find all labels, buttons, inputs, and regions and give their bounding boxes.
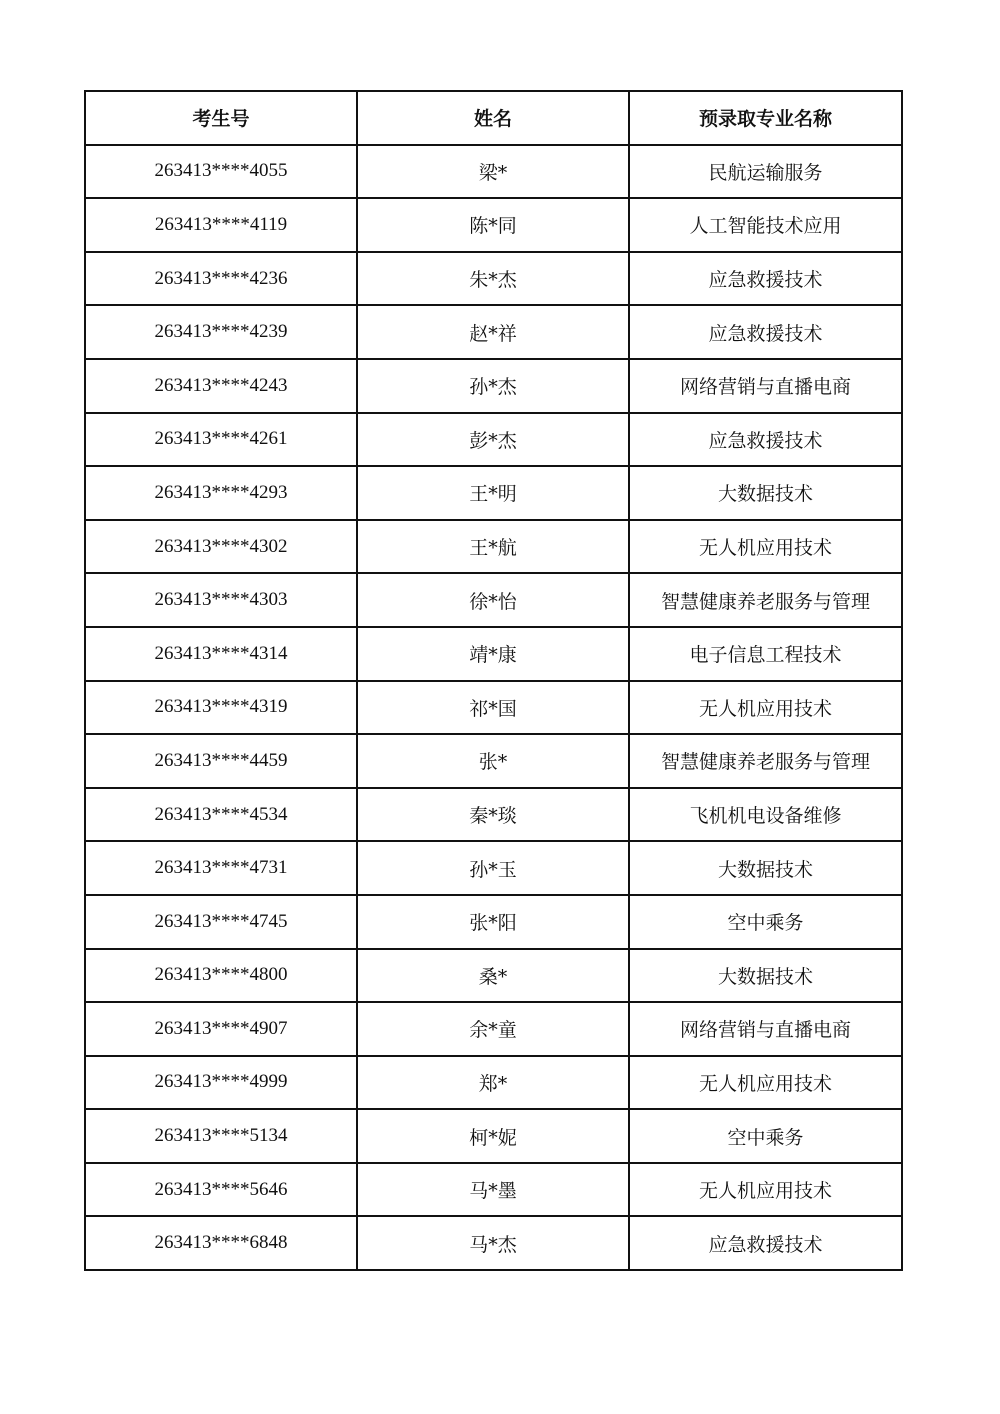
major-cell: 网络营销与直播电商 bbox=[629, 359, 902, 413]
candidate-number-cell: 263413****4239 bbox=[85, 305, 357, 359]
header-major: 预录取专业名称 bbox=[629, 91, 902, 145]
name-cell: 徐*怡 bbox=[357, 573, 629, 627]
name-cell: 张* bbox=[357, 734, 629, 788]
major-cell: 飞机机电设备维修 bbox=[629, 788, 902, 842]
candidate-number-cell: 263413****4236 bbox=[85, 252, 357, 306]
table-row bbox=[85, 895, 902, 949]
name-cell: 彭*杰 bbox=[357, 413, 629, 467]
admission-list-page bbox=[84, 90, 901, 1271]
name-cell: 孙*杰 bbox=[357, 359, 629, 413]
name-cell: 秦*琰 bbox=[357, 788, 629, 842]
major-cell: 无人机应用技术 bbox=[629, 520, 902, 574]
candidate-number-cell: 263413****4319 bbox=[85, 681, 357, 735]
major-cell: 应急救援技术 bbox=[629, 413, 902, 467]
name-cell: 郑* bbox=[357, 1056, 629, 1110]
table-row bbox=[85, 573, 902, 627]
name-cell: 祁*国 bbox=[357, 681, 629, 735]
name-cell: 靖*康 bbox=[357, 627, 629, 681]
candidate-number-cell: 263413****4119 bbox=[85, 198, 357, 252]
major-cell: 应急救援技术 bbox=[629, 1216, 902, 1270]
candidate-number-cell: 263413****4302 bbox=[85, 520, 357, 574]
name-cell: 马*杰 bbox=[357, 1216, 629, 1270]
candidate-number-cell: 263413****4731 bbox=[85, 841, 357, 895]
table-row bbox=[85, 466, 902, 520]
name-cell: 马*墨 bbox=[357, 1163, 629, 1217]
major-cell: 空中乘务 bbox=[629, 1109, 902, 1163]
major-cell: 无人机应用技术 bbox=[629, 1056, 902, 1110]
candidate-number-cell: 263413****4745 bbox=[85, 895, 357, 949]
admission-table bbox=[84, 90, 903, 1271]
major-cell: 智慧健康养老服务与管理 bbox=[629, 734, 902, 788]
table-row bbox=[85, 252, 902, 306]
name-cell: 桑* bbox=[357, 949, 629, 1003]
table-row bbox=[85, 681, 902, 735]
table-row bbox=[85, 520, 902, 574]
name-cell: 陈*同 bbox=[357, 198, 629, 252]
table-row bbox=[85, 1056, 902, 1110]
candidate-number-cell: 263413****5646 bbox=[85, 1163, 357, 1217]
table-row bbox=[85, 949, 902, 1003]
name-cell: 孙*玉 bbox=[357, 841, 629, 895]
major-cell: 民航运输服务 bbox=[629, 145, 902, 199]
major-cell: 大数据技术 bbox=[629, 466, 902, 520]
candidate-number-cell: 263413****4459 bbox=[85, 734, 357, 788]
major-cell: 大数据技术 bbox=[629, 841, 902, 895]
major-cell: 应急救援技术 bbox=[629, 305, 902, 359]
name-cell: 朱*杰 bbox=[357, 252, 629, 306]
candidate-number-cell: 263413****4314 bbox=[85, 627, 357, 681]
header-name: 姓名 bbox=[357, 91, 629, 145]
table-row bbox=[85, 841, 902, 895]
header-candidate-number: 考生号 bbox=[85, 91, 357, 145]
table-row bbox=[85, 734, 902, 788]
table-row bbox=[85, 198, 902, 252]
major-cell: 应急救援技术 bbox=[629, 252, 902, 306]
table-row bbox=[85, 1163, 902, 1217]
table-row bbox=[85, 1216, 902, 1270]
candidate-number-cell: 263413****4907 bbox=[85, 1002, 357, 1056]
major-cell: 网络营销与直播电商 bbox=[629, 1002, 902, 1056]
candidate-number-cell: 263413****4055 bbox=[85, 145, 357, 199]
table-row bbox=[85, 305, 902, 359]
name-cell: 王*明 bbox=[357, 466, 629, 520]
table-row bbox=[85, 413, 902, 467]
table-row bbox=[85, 145, 902, 199]
candidate-number-cell: 263413****5134 bbox=[85, 1109, 357, 1163]
major-cell: 无人机应用技术 bbox=[629, 681, 902, 735]
candidate-number-cell: 263413****4800 bbox=[85, 949, 357, 1003]
candidate-number-cell: 263413****4261 bbox=[85, 413, 357, 467]
name-cell: 赵*祥 bbox=[357, 305, 629, 359]
table-row bbox=[85, 627, 902, 681]
major-cell: 人工智能技术应用 bbox=[629, 198, 902, 252]
name-cell: 梁* bbox=[357, 145, 629, 199]
candidate-number-cell: 263413****4293 bbox=[85, 466, 357, 520]
candidate-number-cell: 263413****4999 bbox=[85, 1056, 357, 1110]
name-cell: 余*童 bbox=[357, 1002, 629, 1056]
name-cell: 柯*妮 bbox=[357, 1109, 629, 1163]
name-cell: 张*阳 bbox=[357, 895, 629, 949]
major-cell: 无人机应用技术 bbox=[629, 1163, 902, 1217]
table-row bbox=[85, 1002, 902, 1056]
major-cell: 大数据技术 bbox=[629, 949, 902, 1003]
major-cell: 智慧健康养老服务与管理 bbox=[629, 573, 902, 627]
table-row bbox=[85, 1109, 902, 1163]
name-cell: 王*航 bbox=[357, 520, 629, 574]
table-header-row bbox=[85, 91, 902, 145]
candidate-number-cell: 263413****4534 bbox=[85, 788, 357, 842]
candidate-number-cell: 263413****6848 bbox=[85, 1216, 357, 1270]
candidate-number-cell: 263413****4243 bbox=[85, 359, 357, 413]
major-cell: 电子信息工程技术 bbox=[629, 627, 902, 681]
table-row bbox=[85, 788, 902, 842]
table-row bbox=[85, 359, 902, 413]
candidate-number-cell: 263413****4303 bbox=[85, 573, 357, 627]
major-cell: 空中乘务 bbox=[629, 895, 902, 949]
